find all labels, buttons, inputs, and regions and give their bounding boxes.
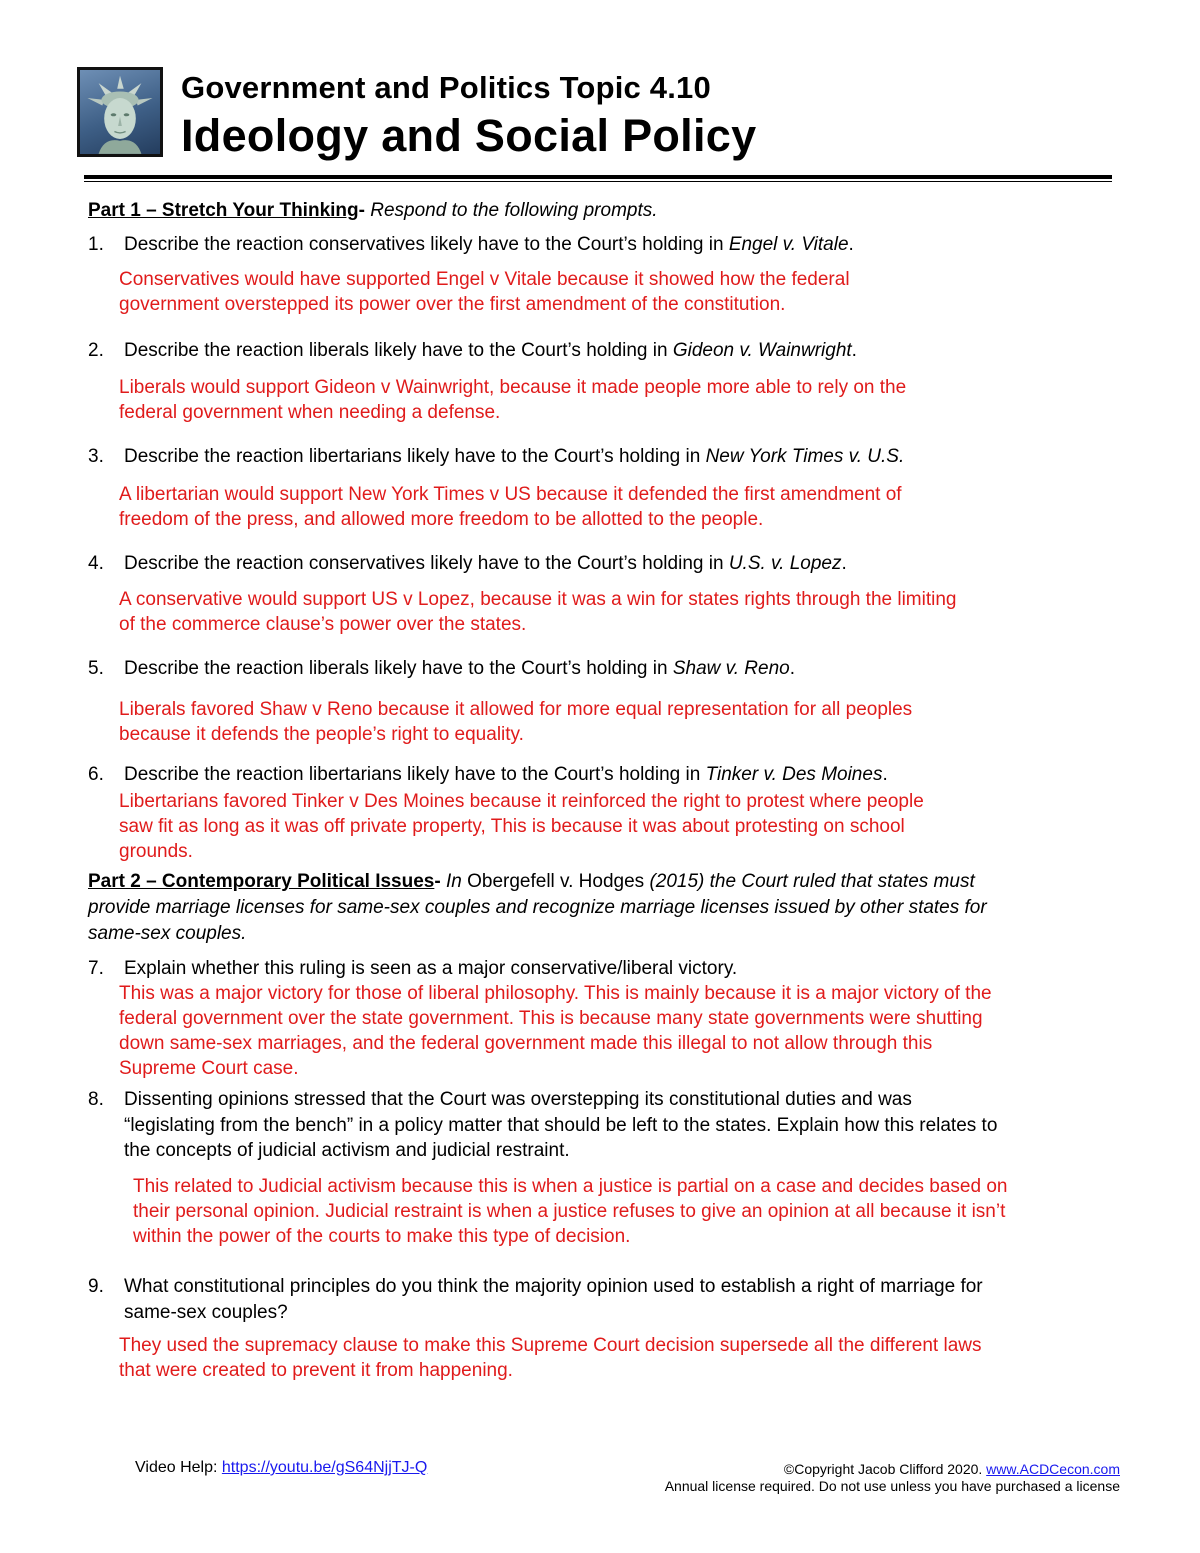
answer-9: They used the supremacy clause to make this Supreme Court decision supersede all the different laws that were created to prevent it from happening.	[119, 1335, 982, 1381]
question-text: Describe the reaction liberals likely have to the Court’s holding in Shaw v. Reno.	[124, 658, 796, 679]
question-number: 9.	[88, 1276, 104, 1297]
answer-7: This was a major victory for those of liberal philosophy. This is mainly because it is a major victory of the federal government over the state government. This is because many state governments were shutting down same-sex marriages, and the federal government made this illegal to not allow through this Supreme Court case.	[119, 983, 992, 1079]
video-help-label: Video Help:	[135, 1459, 222, 1476]
license-notice: Annual license required. Do not use unless you have purchased a license	[664, 1478, 1120, 1494]
part1-heading-line	[88, 198, 658, 223]
answer-8: This related to Judicial activism because this is when a justice is partial on a case and decides based on their personal opinion. Judicial restraint is when a justice refuses to give an opinion at all because it isn’t within the power of the courts to make this type of decision.	[133, 1176, 1008, 1247]
copyright-text: ©Copyright Jacob Clifford 2020.	[783, 1461, 987, 1477]
question-number: 4.	[88, 553, 104, 574]
question-number: 6.	[88, 764, 104, 785]
site-link[interactable]: www.ACDCecon.com	[986, 1461, 1120, 1477]
answer-2: Liberals would support Gideon v Wainwright, because it made people more able to rely on the federal government when needing a defense.	[119, 377, 907, 423]
video-help	[135, 1459, 427, 1477]
statue-of-liberty-icon	[80, 70, 160, 154]
answer-3: A libertarian would support New York Times v US because it defended the first amendment of freedom of the press, and allowed more freedom to be allotted to the people.	[119, 484, 902, 530]
case-name: Engel v. Vitale	[728, 234, 849, 255]
case-name: Obergefell v. Hodges	[467, 871, 645, 892]
question-number: 5.	[88, 658, 104, 679]
header-subtitle: Government and Politics Topic 4.10	[181, 70, 711, 105]
answer-6: Libertarians favored Tinker v Des Moines because it reinforced the right to protest where people saw fit as long as it was off private property, This is because it was about protesting on school grounds.	[119, 791, 924, 862]
question-text: Describe the reaction liberals likely have to the Court’s holding in Gideon v. Wainwright.	[124, 340, 857, 361]
copyright-block	[665, 1461, 1120, 1495]
answer-1: Conservatives would have supported Engel v Vitale because it showed how the federal government overstepped its power over the first amendment of the constitution.	[119, 269, 850, 315]
part2-heading: Part 2 – Contemporary Political Issues	[88, 871, 435, 892]
question-text: Describe the reaction libertarians likely have to the Court’s holding in Tinker v. Des Moines.	[124, 764, 888, 785]
statue-of-liberty-logo	[77, 67, 163, 157]
case-name: Shaw v. Reno	[672, 658, 790, 679]
question-number: 8.	[88, 1089, 104, 1110]
case-name: New York Times v. U.S.	[705, 446, 905, 467]
header-divider-thick	[84, 175, 1112, 179]
answer-5: Liberals favored Shaw v Reno because it allowed for more equal representation for all peoples because it defends the people’s right to equality.	[119, 699, 913, 745]
page-title: Ideology and Social Policy	[181, 110, 757, 161]
case-name: Gideon v. Wainwright	[672, 340, 852, 361]
part2-intro: Part 2 – Contemporary Political Issues- In Obergefell v. Hodges (2015) the Court ruled that states must provide marriage licenses for same-sex couples and recognize marriage licenses issued by other states for same-sex couples.	[88, 871, 987, 944]
answer-4: A conservative would support US v Lopez, because it was a win for states rights through the limiting of the commerce clause’s power over the states.	[119, 589, 957, 635]
question-number: 2.	[88, 340, 104, 361]
part1-heading: Part 1 – Stretch Your Thinking	[88, 200, 359, 221]
question-number: 7.	[88, 958, 104, 979]
case-name: U.S. v. Lopez	[728, 553, 842, 574]
question-text: Describe the reaction libertarians likely have to the Court’s holding in New York Times v. U.S.	[124, 446, 905, 467]
question-text: Explain whether this ruling is seen as a major conservative/liberal victory.	[124, 958, 738, 979]
question-number: 3.	[88, 446, 104, 467]
case-name: Tinker v. Des Moines	[705, 764, 883, 785]
question-number: 1.	[88, 234, 104, 255]
question-text: Describe the reaction conservatives likely have to the Court’s holding in Engel v. Vitale.	[124, 234, 854, 255]
part1-dash: -	[358, 200, 365, 221]
question-text: What constitutional principles do you think the majority opinion used to establish a right of marriage for same-sex couples?	[124, 1276, 983, 1323]
header-divider-thin	[84, 181, 1112, 182]
video-help-link[interactable]: https://youtu.be/gS64NjjTJ-Q	[221, 1459, 428, 1476]
question-text: Dissenting opinions stressed that the Court was overstepping its constitutional duties and was “legislating from the bench” in a policy matter that should be left to the states. Explain how this relates to the concepts of judicial activism and judicial restraint.	[124, 1089, 998, 1161]
part1-instruction: Respond to the following prompts.	[364, 200, 658, 221]
question-text: Describe the reaction conservatives likely have to the Court’s holding in U.S. v. Lopez.	[124, 553, 847, 574]
